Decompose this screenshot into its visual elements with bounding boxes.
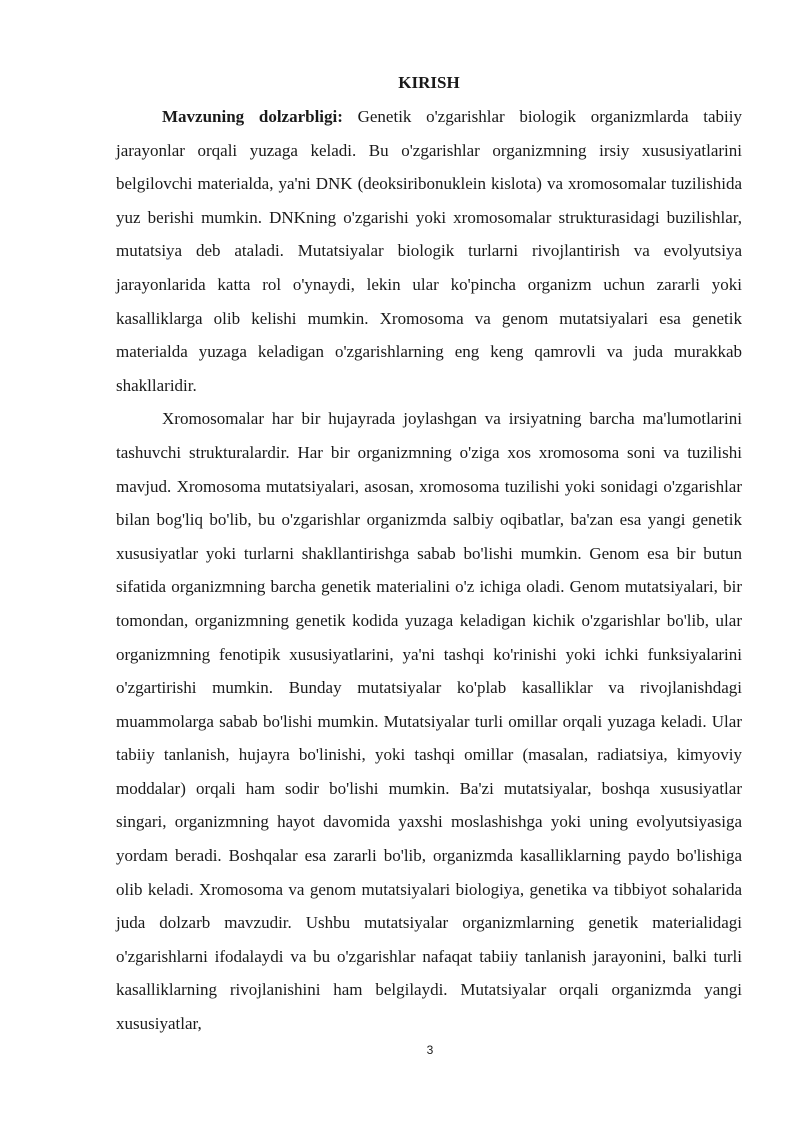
document-page xyxy=(116,72,742,1041)
paragraph-text: Xromosomalar har bir hujayrada joylashgan va irsiyatning barcha ma'lumotlarini tashuvchi strukturalardir. Har bir organizmning o'ziga xos xromosoma soni va tuzilishi mavjud. Xromosoma mutatsiyalari, asosan, xromosoma tuzilishi yoki sonidagi o'zgarishlar bilan bog'liq bo'lib, bu o'zgarishlar organizmda salbiy oqibatlar, ba'zan esa yangi genetik xususiyatlar yoki turlarni shakllantirishga sabab bo'lishi mumkin. Genom esa bir butun sifatida organizmning barcha genetik materialini o'z ichiga oladi. Genom mutatsiyalari, bir tomondan, organizmning genetik kodida yuzaga keladigan kichik o'zgarishlar bo'lib, ular organizmning fenotipik xususiyatlarini, ya'ni tashqi ko'rinishi yoki ichki funksiyalarini o'zgartirishi mumkin. Bunday mutatsiyalar ko'plab kasalliklar va rivojlanishdagi muammolarga sabab bo'lishi mumkin. Mutatsiyalar turli omillar orqali yuzaga keladi. Ular tabiiy tanlanish, hujayra bo'linishi, yoki tashqi omillar (masalan, radiatsiya, kimyoviy moddalar) orqali ham sodir bo'lishi mumkin. Ba'zi mutatsiyalar, boshqa xususiyatlar singari, organizmning hayot davomida yaxshi moslashishga yoki uning evolyutsiyasiga yordam beradi. Boshqalar esa zararli bo'lib, organizmda kasalliklarning paydo bo'lishiga olib keladi. Xromosoma va genom mutatsiyalari biologiya, genetika va tibbiyot sohalarida juda dolzarb mavzudir. Ushbu mutatsiyalar organizmlarning genetik materialidagi o'zgarishlarni ifodalaydi va bu o'zgarishlar nafaqat tabiiy tanlanish jarayonini, balki turli kasalliklarning rivojlanishini ham belgilaydi. Mutatsiyalar orqali organizmda yangi xususiyatlar, xyxy=(116,409,742,1034)
paragraph-relevance xyxy=(116,100,742,402)
paragraph-chromosomes xyxy=(116,402,742,1040)
paragraph-lead: Mavzuning dolzarbligi: xyxy=(162,107,343,126)
section-title: KIRISH xyxy=(398,73,460,92)
paragraph-text: Genetik o'zgarishlar biologik organizmlarda tabiiy jarayonlar orqali yuzaga keladi. Bu o'zgarishlar organizmning irsiy xususiyatlarini belgilovchi materialda, ya'ni DNK (deoksiribonuklein kislota) va xromosomalar tuzilishida yuz berishi mumkin. DNKning o'zgarishi yoki xromosomalar strukturasidagi buzilishlar, mutatsiya deb ataladi. Mutatsiyalar biologik turlarni rivojlantirish va evolyutsiya jarayonlarida katta rol o'ynaydi, lekin ular ko'pincha organizm uchun zararli yoki kasalliklarga olib kelishi mumkin. Xromosoma va genom mutatsiyalari esa genetik materialda yuzaga keladigan o'zgarishlarning eng keng qamrovli va juda murakkab shakllaridir. xyxy=(116,107,742,395)
page-number: 3 xyxy=(426,1043,434,1057)
